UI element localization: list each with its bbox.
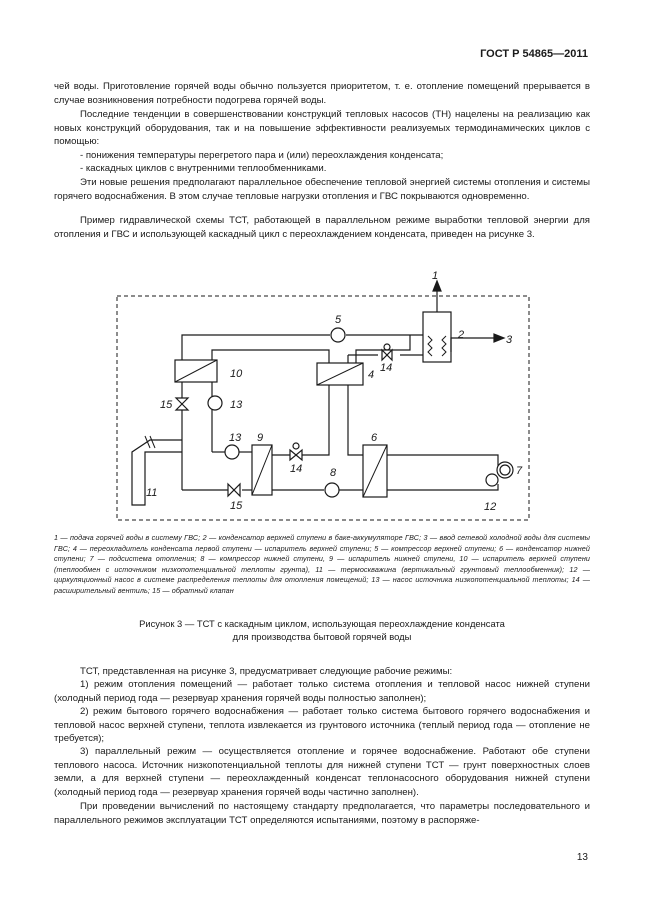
label-7: 7 — [516, 465, 523, 477]
compressor-5 — [331, 328, 345, 342]
label-5: 5 — [335, 314, 342, 326]
label-4: 4 — [368, 369, 375, 381]
paragraph-2: Последние тенденции в совершенствовании конструкций тепловых насосов (ТН) нацелены на реализацию как новых конструкций оборудования, так и на повышение эффективности реализуемых термодинамических циклов с помощью: — [54, 109, 590, 148]
figure-caption-line-1: Рисунок 3 — ТСТ с каскадным циклом, использующая переохлаждение конденсата — [139, 618, 505, 629]
paragraph-9: При проведении вычислений по настоящему стандарту предполагается, что параметры последовательного и параллельного режимов эксплуатации ТСТ определяются испытаниями, поэтому в распоряже- — [54, 801, 590, 826]
paragraph-6: 1) режим отопления помещений — работает только система отопления и тепловой насос нижней ступени (холодный период года — резервуар хранения горячей воды полностью заполнен); — [54, 679, 590, 704]
check-valve-15-lower — [228, 484, 240, 496]
page-number: 13 — [576, 852, 588, 863]
pump-13-lower — [225, 445, 239, 459]
label-14-upper: 14 — [380, 362, 393, 374]
tank-2 — [423, 312, 451, 362]
paragraph-7: 2) режим бытового горячего водоснабжения — работает только система бытового горячего водоснабжения и тепловой насос верхней ступени, теплота извлекается из грунтового источника (теплый период года — отопление не требуется); — [54, 706, 590, 745]
label-12: 12 — [484, 501, 497, 513]
heating-system-7 — [497, 462, 513, 478]
paragraph-8: 3) параллельный режим — осуществляется отопление и горячее водоснабжение. Работают обе ступени теплового насоса. Источник низкопотенциальной теплоты для нижней ступени ТСТ — грунт поверхностных слоев земли, а для верхней ступени — переохлажденный конденсат теплонасосного оборудования нижней ступени (холодный период года — резервуар хранения горячей воды частично заполнен). — [54, 746, 590, 798]
label-8: 8 — [330, 467, 337, 479]
pump-12 — [486, 474, 498, 486]
valve-14-lower — [290, 450, 302, 460]
label-6: 6 — [371, 432, 378, 444]
standard-header: ГОСТ Р 54865—2011 — [480, 48, 588, 60]
label-1: 1 — [432, 270, 439, 282]
arrow-up-icon — [433, 281, 441, 291]
list-item-1: - понижения температуры перегретого пара и (или) переохлаждения конденсата; — [80, 150, 444, 161]
label-3: 3 — [506, 334, 513, 346]
paragraph-4: Пример гидравлической схемы ТСТ, работающей в параллельном режиме выработки тепловой энергии для отопления и ГВС и использующей каскадный цикл с переохлаждением конденсата, приведен на рисунке 3. — [54, 215, 590, 240]
label-15-lower: 15 — [230, 500, 243, 512]
paragraph-3: Эти новые решения предполагают параллельное обеспечение тепловой энергией системы отопления и системы горячего водоснабжения. В этом случае тепловые нагрузки отопления и ГВС покрываются одновременно. — [54, 177, 590, 202]
pump-13-upper — [208, 396, 222, 410]
arrow-right-icon — [494, 334, 504, 342]
label-15-upper: 15 — [160, 399, 173, 411]
label-10: 10 — [230, 368, 243, 380]
label-11: 11 — [146, 487, 158, 499]
compressor-8 — [325, 483, 339, 497]
label-9: 9 — [257, 432, 264, 444]
paragraph-1: чей воды. Приготовление горячей воды обычно пользуется приоритетом, т. е. отопление помещений прерывается в случае возникновения потребности подогрева горячей воды. — [54, 81, 590, 106]
label-13-upper: 13 — [230, 399, 243, 411]
label-2: 2 — [458, 329, 465, 341]
list-item-2: - каскадных циклов с внутренними теплообменниками. — [80, 163, 327, 174]
label-14-lower: 14 — [290, 463, 303, 475]
check-valve-15-upper — [176, 398, 188, 410]
label-13-lower: 13 — [229, 432, 242, 444]
figure-legend: 1 — подача горячей воды в систему ГВС; 2 — конденсатор верхней ступени в баке-аккумуляторе ГВС; 3 — ввод сетевой холодной воды для системы ГВС; 4 — переохладитель конденсата первой ступени — испаритель верхней ступени; 5 — компрессор верхней ступени; 6 — конденсатор нижней ступени; 7 — подсистема отопления; 8 — компрессор нижней ступени, 9 — испаритель нижней ступени, 10 — испаритель верхней ступени (теплообмен с источником низкопотенциальной теплоты грунта), 11 — термоскважина (вертикальный грунтовый теплообменник); 12 — циркуляционный насос в системе распределения теплоты для отопления помещений; 13 — насос источника низкопотенциальной теплоты; 14 — расширительный вентиль; 15 — обратный клапан — [54, 533, 590, 595]
hydraulic-scheme-figure — [110, 266, 540, 526]
figure-caption-line-2: для производства бытовой горячей воды — [232, 631, 412, 642]
paragraph-5: ТСТ, представленная на рисунке 3, предусматривает следующие рабочие режимы: — [80, 666, 453, 677]
valve-14-upper — [382, 350, 392, 360]
